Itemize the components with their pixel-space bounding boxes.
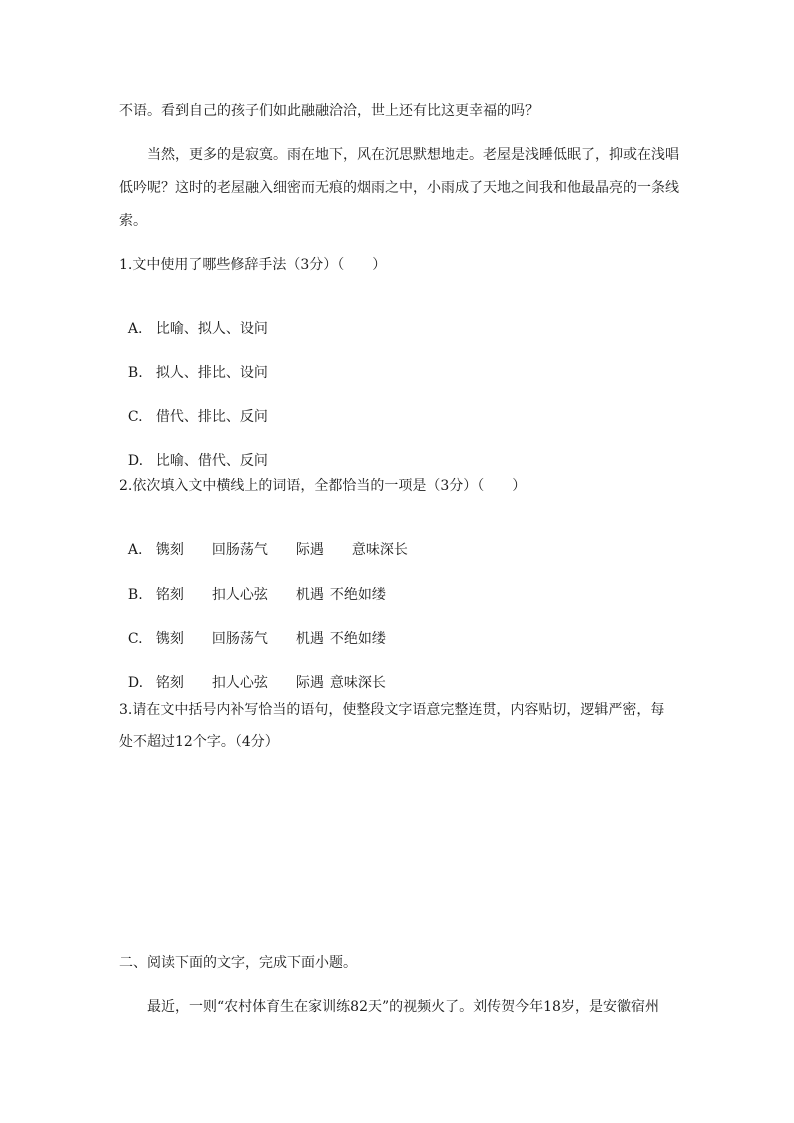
option-letter: B. xyxy=(127,365,143,381)
option-word-1: 镌刻 xyxy=(155,542,184,558)
question-3-line-1: 3.请在文中括号内补写恰当的语句，使整段文字语意完整连贯，内容贴切，逻辑严密，每 xyxy=(119,702,665,718)
question-2-stem: 2.依次填入文中横线上的词语，全都恰当的一项是（3分）（ ） xyxy=(119,478,527,494)
option-text: 借代、排比、反问 xyxy=(155,409,268,425)
option-word-3: 际遇 xyxy=(295,675,324,691)
option-letter: A. xyxy=(127,542,143,558)
question-1-option-a xyxy=(119,299,268,339)
option-word-2: 回肠荡气 xyxy=(211,542,268,558)
question-1-option-c xyxy=(119,387,268,427)
section-2-para-1-line-1: 最近，一则“农村体育生在家训练82天”的视频火了。刘传贺今年18岁，是安徽宿州 xyxy=(147,999,659,1015)
option-letter: B. xyxy=(127,587,143,603)
passage-para2-line-2: 低吟呢？这时的老屋融入细密而无痕的烟雨之中，小雨成了天地之间我和他最晶亮的一条线 xyxy=(119,180,679,196)
option-word-1: 镌刻 xyxy=(155,631,184,647)
option-letter: D. xyxy=(127,453,144,469)
passage-para2-line-3: 索。 xyxy=(119,213,147,229)
question-1-option-b xyxy=(119,343,268,383)
option-word-2: 扣人心弦 xyxy=(211,587,268,603)
option-word-4: 不绝如缕 xyxy=(329,587,386,603)
option-word-4: 意味深长 xyxy=(329,675,386,691)
option-text: 比喻、拟人、设问 xyxy=(155,321,268,337)
question-2-option-c xyxy=(119,609,386,649)
passage-line-1: 不语。看到自己的孩子们如此融融洽洽，世上还有比这更幸福的吗？ xyxy=(119,103,539,119)
option-word-1: 铭刻 xyxy=(155,587,184,603)
question-1-option-d xyxy=(119,431,268,471)
option-word-1: 铭刻 xyxy=(155,675,184,691)
passage-para2-line-1: 当然，更多的是寂寞。雨在地下，风在沉思默想地走。老屋是浅睡低眠了，抑或在浅唱 xyxy=(147,147,679,163)
option-text: 比喻、借代、反问 xyxy=(155,453,268,469)
question-1-stem: 1.文中使用了哪些修辞手法（3分）（ ） xyxy=(119,257,387,273)
option-letter: C. xyxy=(127,409,143,425)
option-letter: A. xyxy=(127,321,143,337)
section-2-heading: 二、阅读下面的文字，完成下面小题。 xyxy=(119,955,357,971)
option-word-4: 不绝如缕 xyxy=(329,631,386,647)
option-word-3: 际遇 xyxy=(295,542,324,558)
question-2-option-d xyxy=(119,653,386,693)
question-3-line-2: 处不超过12个字。（4分） xyxy=(119,734,279,750)
option-word-2: 扣人心弦 xyxy=(211,675,268,691)
option-word-2: 回肠荡气 xyxy=(211,631,268,647)
question-2-option-b xyxy=(119,565,386,605)
option-word-3: 机遇 xyxy=(295,631,324,647)
question-2-option-a xyxy=(119,520,408,560)
option-letter: D. xyxy=(127,675,144,691)
option-text: 拟人、排比、设问 xyxy=(155,365,268,381)
option-word-4: 意味深长 xyxy=(351,542,408,558)
option-word-3: 机遇 xyxy=(295,587,324,603)
option-letter: C. xyxy=(127,631,143,647)
